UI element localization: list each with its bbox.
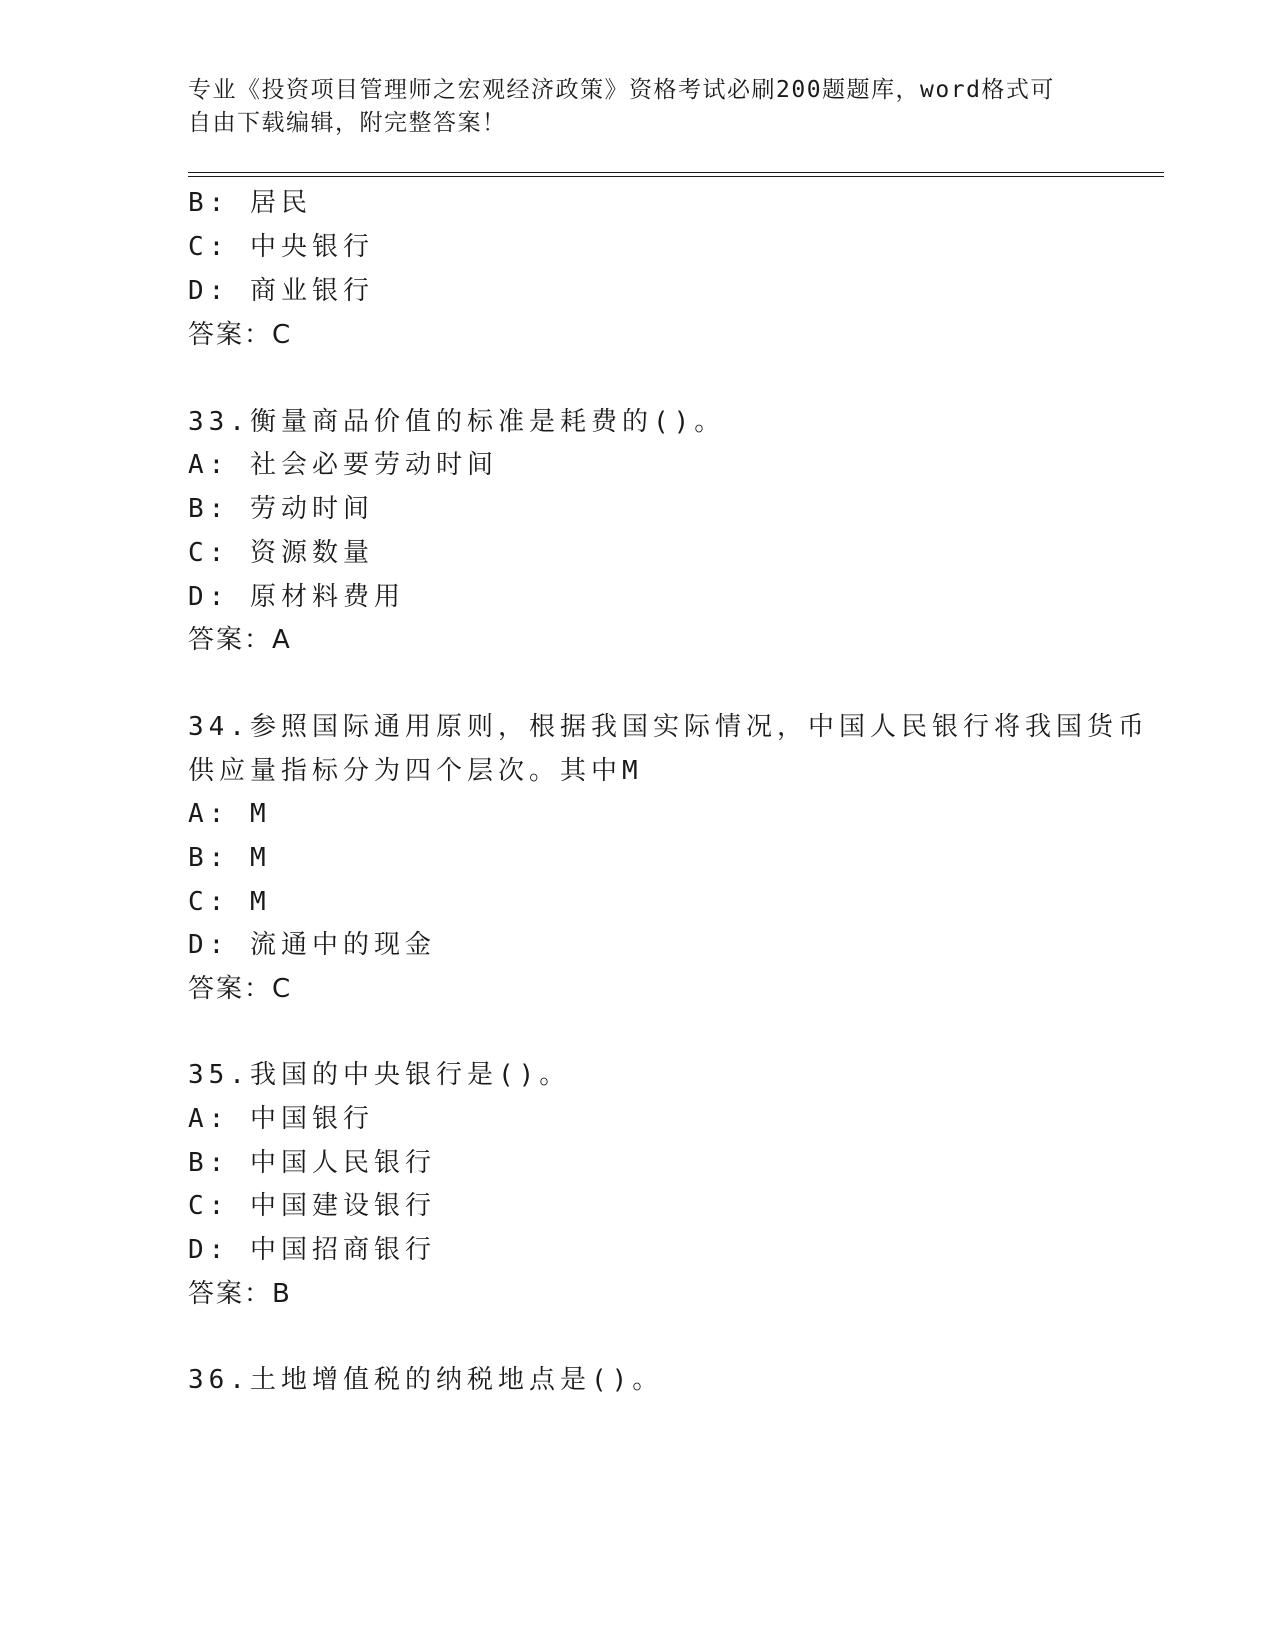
q34-option-c: C: M [188, 887, 271, 917]
q34-option-a: A: M [188, 799, 271, 829]
q35-option-b: B: 中国人民银行 [188, 1148, 436, 1178]
document-header [188, 74, 1068, 140]
q33-option-d: D: 原材料费用 [188, 582, 405, 612]
q33-option-c: C: 资源数量 [188, 538, 374, 568]
q33-question: 33.衡量商品价值的标准是耗费的()。 [188, 407, 726, 437]
q33-option-b: B: 劳动时间 [188, 494, 374, 524]
q33-answer: 答案：A [188, 625, 292, 655]
q35-option-c: C: 中国建设银行 [188, 1191, 436, 1221]
q35-option-d: D: 中国招商银行 [188, 1235, 436, 1265]
q32-option-d: D: 商业银行 [188, 276, 374, 306]
q32-option-b: B: 居民 [188, 188, 312, 218]
q32-answer: 答案：C [188, 320, 293, 350]
q35-answer: 答案：B [188, 1279, 292, 1309]
q35-question: 35.我国的中央银行是()。 [188, 1060, 571, 1090]
q34-answer: 答案：C [188, 974, 293, 1004]
q33-option-a: A: 社会必要劳动时间 [188, 450, 498, 480]
header-divider-bottom [188, 176, 1164, 177]
q32-option-c: C: 中央银行 [188, 232, 374, 262]
header-line-2: 自由下载编辑，附完整答案！ [188, 110, 507, 136]
q34-question-line-2: 供应量指标分为四个层次。其中M [188, 756, 643, 786]
q34-question-line-1: 34.参照国际通用原则，根据我国实际情况，中国人民银行将我国货币 [188, 712, 1149, 742]
q34-option-d: D: 流通中的现金 [188, 930, 436, 960]
header-divider-top [188, 172, 1164, 173]
header-line-1: 专业《投资项目管理师之宏观经济政策》资格考试必刷200题题库，word格式可 [188, 77, 1055, 103]
q35-option-a: A: 中国银行 [188, 1104, 374, 1134]
q36-question: 36.土地增值税的纳税地点是()。 [188, 1365, 664, 1395]
q34-option-b: B: M [188, 843, 271, 873]
